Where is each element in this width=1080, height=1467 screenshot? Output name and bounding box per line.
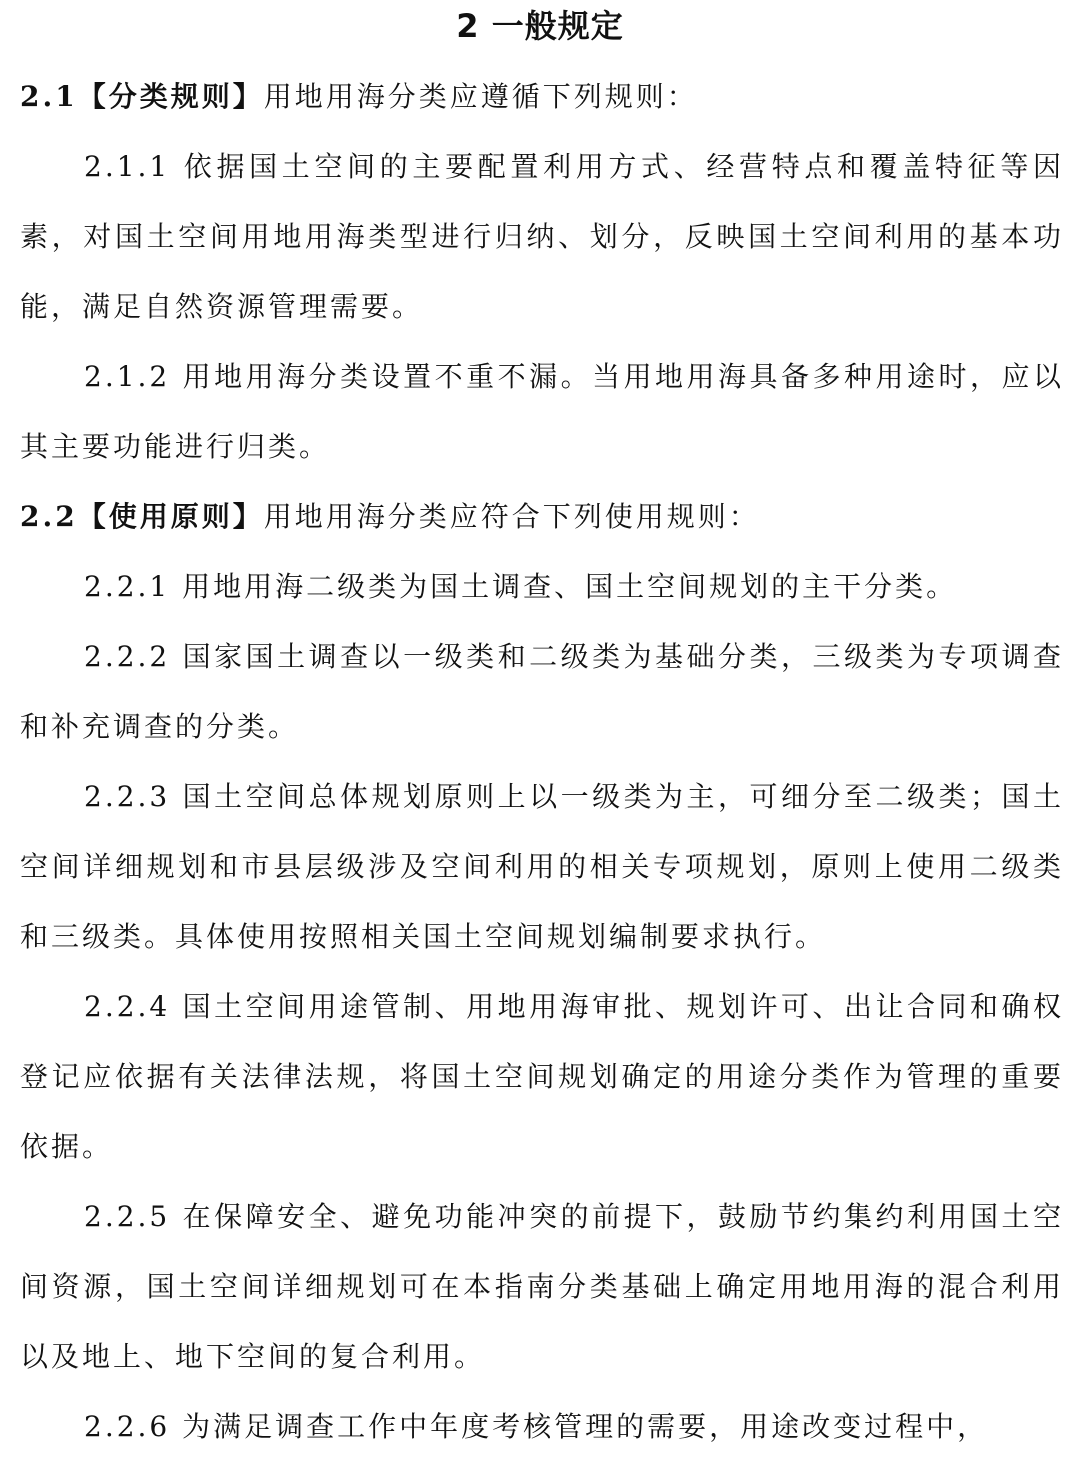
clause-2-2-2: 2.2.2 国家国土调查以一级类和二级类为基础分类，三级类为专项调查和补充调查的分类。 (20, 640, 1064, 743)
clause-2-1-2: 2.1.2 用地用海分类设置不重不漏。当用地用海具备多种用途时，应以其主要功能进行归类。 (20, 360, 1064, 463)
clause-2-2-3: 2.2.3 国土空间总体规划原则上以一级类为主，可细分至二级类；国土空间详细规划和市县层级涉及空间利用的相关专项规划，原则上使用二级类和三级类。具体使用按照相关国土空间规划编制要求执行。 (20, 780, 1064, 953)
section-label: 【使用原则】 (77, 500, 264, 533)
clause-2-2-4: 2.2.4 国土空间用途管制、用地用海审批、规划许可、出让合同和确权登记应依据有关法律法规，将国土空间规划确定的用途分类作为管理的重要依据。 (20, 990, 1064, 1163)
section-text: 用地用海分类应遵循下列规则： (263, 80, 698, 113)
clause-2-1-1: 2.1.1 依据国土空间的主要配置利用方式、经营特点和覆盖特征等因素，对国土空间用地用海类型进行归纳、划分，反映国土空间利用的基本功能，满足自然资源管理需要。 (20, 150, 1064, 323)
chapter-title: 2 一般规定 (456, 7, 624, 45)
clause-2-2-1: 2.2.1 用地用海二级类为国土调查、国土空间规划的主干分类。 (84, 570, 958, 603)
section-number: 2.2 (20, 500, 78, 533)
clause-2-2-6: 2.2.6 为满足调查工作中年度考核管理的需要，用途改变过程中， (84, 1410, 989, 1443)
section-number: 2.1 (20, 80, 78, 113)
section-2-2-heading (20, 482, 1064, 552)
clause-2-2-5: 2.2.5 在保障安全、避免功能冲突的前提下，鼓励节约集约利用国土空间资源，国土空间详细规划可在本指南分类基础上确定用地用海的混合利用以及地上、地下空间的复合利用。 (20, 1200, 1064, 1373)
section-text: 用地用海分类应符合下列使用规则： (263, 500, 760, 533)
section-label: 【分类规则】 (77, 80, 264, 113)
section-2-1-heading (20, 62, 1064, 132)
